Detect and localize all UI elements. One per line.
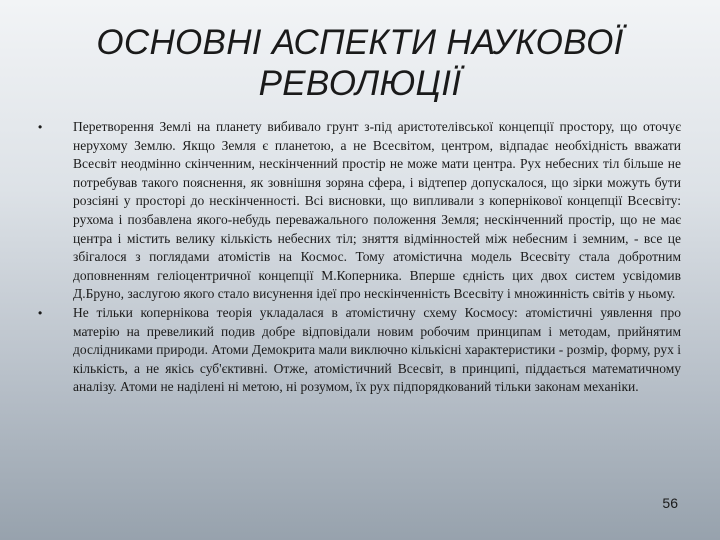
bullet-marker: • [38,120,43,134]
bullet-text: Перетворення Землі на планету вибивало грунт з-під аристотелівської концепції простору, що оточує нерухому Землю. Якщо Земля є планетою, а не Всесвітом, центром, відпадає необхідність вважати Всесвіт неодмінно скінченним, нескінченний простір не може мати центра. Рух небесних тіл більше не потребував такого пояснення, як зовнішня зоряна сфера, і відтепер допускалося, що зірки можуть бути розсіяні у просторі до нескінченності. Всі висновки, що випливали з копернікової концепції Всесвіту: рухома і позбавлена якого-небудь переважального положення Земля; нескінченний простір, що не має центра і містить велику кількість небесних тіл; зняття відмінностей між небесним і земним, - все це збігалося з поглядами атомістів на Космос. Тому атомістична модель Всесвіту стала добротним доповненням геліоцентричної концепції М.Коперника. Вперше єдність цих двох систем усвідомив Д.Бруно, заслугою якого стало висунення ідеї про нескінченність Всесвіту і множинність світів у ньому. [73,119,681,302]
page-number: 56 [662,495,678,511]
bullet-item [38,118,681,304]
bullet-marker: • [38,305,43,320]
bullet-item [38,304,681,397]
slide-title: ОСНОВНІ АСПЕКТИ НАУКОВОЇ РЕВОЛЮЦІЇ [96,23,624,103]
bullet-text: Не тільки копернікова теорія укладалася в атомістичну схему Космосу: атомістичні уявлення про матерію на превеликий подив добре відповідали новим робочим принципам і методам, прийнятим дослідниками природи. Атоми Демокрита мали виключно кількісні характеристики - розмір, форму, рух і кількість, а не якісь суб'єктивні. Отже, атомістичний Всесвіт, в принципі, піддається математичному аналізу. Атоми не наділені ні метою, ні розумом, їх рух підпорядкований тільки законам механіки. [73,304,681,395]
bullet-list [38,118,681,397]
